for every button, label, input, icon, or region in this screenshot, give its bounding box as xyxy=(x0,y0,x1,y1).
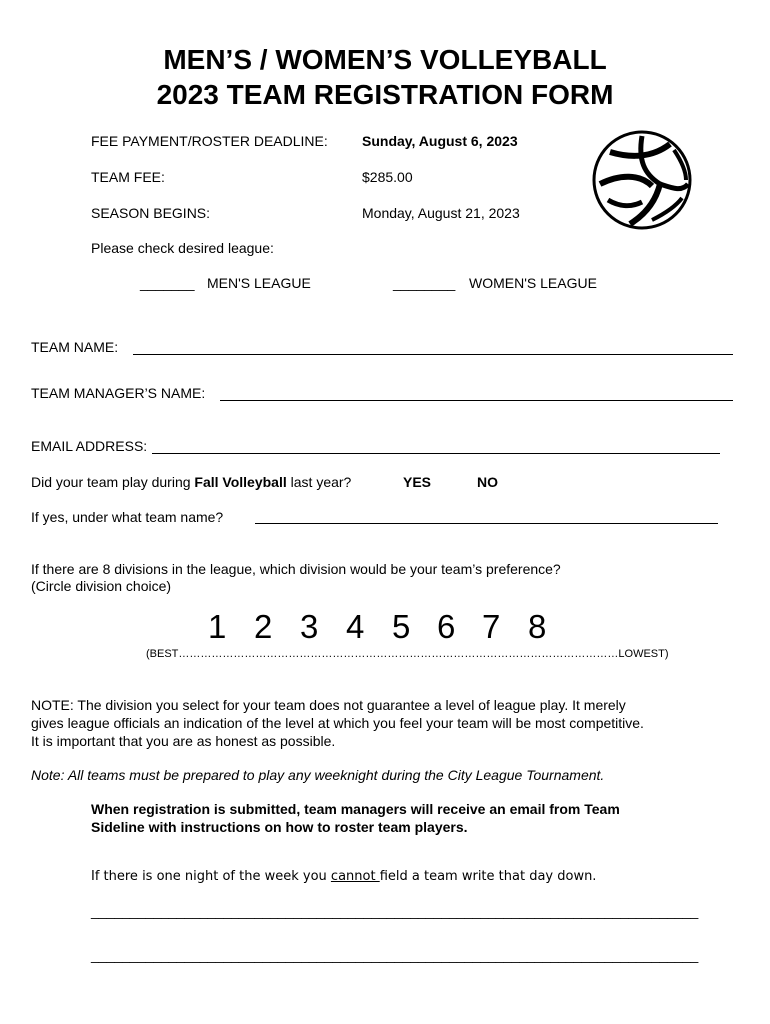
night-question: If there is one night of the week you cannot field a team write that day down. xyxy=(91,869,597,884)
division-2[interactable]: 2 xyxy=(254,608,273,645)
division-question: If there are 8 divisions in the league, which division would be your team’s preference? xyxy=(31,561,561,577)
deadline-label: FEE PAYMENT/ROSTER DEADLINE: xyxy=(91,133,328,149)
fee-label: TEAM FEE: xyxy=(91,169,165,185)
division-1[interactable]: 1 xyxy=(208,608,227,645)
form-title-line2: 2023 TEAM REGISTRATION FORM xyxy=(156,79,614,110)
note-italic: Note: All teams must be prepared to play any weeknight during the City League Tournament. xyxy=(31,767,605,783)
email-input[interactable] xyxy=(152,453,720,454)
team-name-label: TEAM NAME: xyxy=(31,339,119,355)
womens-league-label: WOMEN'S LEAGUE xyxy=(469,275,597,291)
volleyball-icon xyxy=(590,128,694,232)
division-7[interactable]: 7 xyxy=(482,608,501,645)
division-8[interactable]: 8 xyxy=(528,608,547,645)
note-line1: NOTE: The division you select for your team does not guarantee a level of league play. It merely xyxy=(31,697,626,713)
note-line2: gives league officials an indication of the level at which you feel your team will be most competitive. xyxy=(31,715,644,731)
form-title-line1: MEN’S / WOMEN’S VOLLEYBALL xyxy=(163,44,607,75)
league-prompt: Please check desired league: xyxy=(91,240,274,256)
night-blank-2[interactable]: ______________________________________________________________________________ xyxy=(91,947,699,963)
email-label: EMAIL ADDRESS: xyxy=(31,438,148,454)
division-4[interactable]: 4 xyxy=(346,608,365,645)
previous-team-input[interactable] xyxy=(255,523,718,524)
fee-value: $285.00 xyxy=(362,169,413,185)
womens-league-checkbox[interactable]: ________ xyxy=(393,275,456,291)
division-scale: (BEST…………………………………………………………………………………………………………LOWEST) xyxy=(146,648,669,660)
fall-question: Did your team play during Fall Volleyball last year? xyxy=(31,474,352,490)
division-instruction: (Circle division choice) xyxy=(31,578,172,594)
registration-line1: When registration is submitted, team managers will receive an email from Team xyxy=(91,801,620,817)
team-name-input[interactable] xyxy=(133,354,733,355)
no-option[interactable]: NO xyxy=(477,474,498,490)
note-line3: It is important that you are as honest as possible. xyxy=(31,733,336,749)
season-value: Monday, August 21, 2023 xyxy=(362,205,520,221)
division-3[interactable]: 3 xyxy=(300,608,319,645)
deadline-value: Sunday, August 6, 2023 xyxy=(362,133,518,149)
season-label: SEASON BEGINS: xyxy=(91,205,211,221)
division-6[interactable]: 6 xyxy=(437,608,456,645)
manager-name-input[interactable] xyxy=(220,400,733,401)
night-blank-1[interactable]: ______________________________________________________________________________ xyxy=(91,903,699,919)
mens-league-label: MEN'S LEAGUE xyxy=(207,275,311,291)
mens-league-checkbox[interactable]: _______ xyxy=(140,275,195,291)
yes-option[interactable]: YES xyxy=(403,474,432,490)
previous-team-label: If yes, under what team name? xyxy=(31,509,224,525)
division-5[interactable]: 5 xyxy=(392,608,411,645)
registration-line2: Sideline with instructions on how to roster team players. xyxy=(91,819,468,835)
manager-name-label: TEAM MANAGER’S NAME: xyxy=(31,385,206,401)
